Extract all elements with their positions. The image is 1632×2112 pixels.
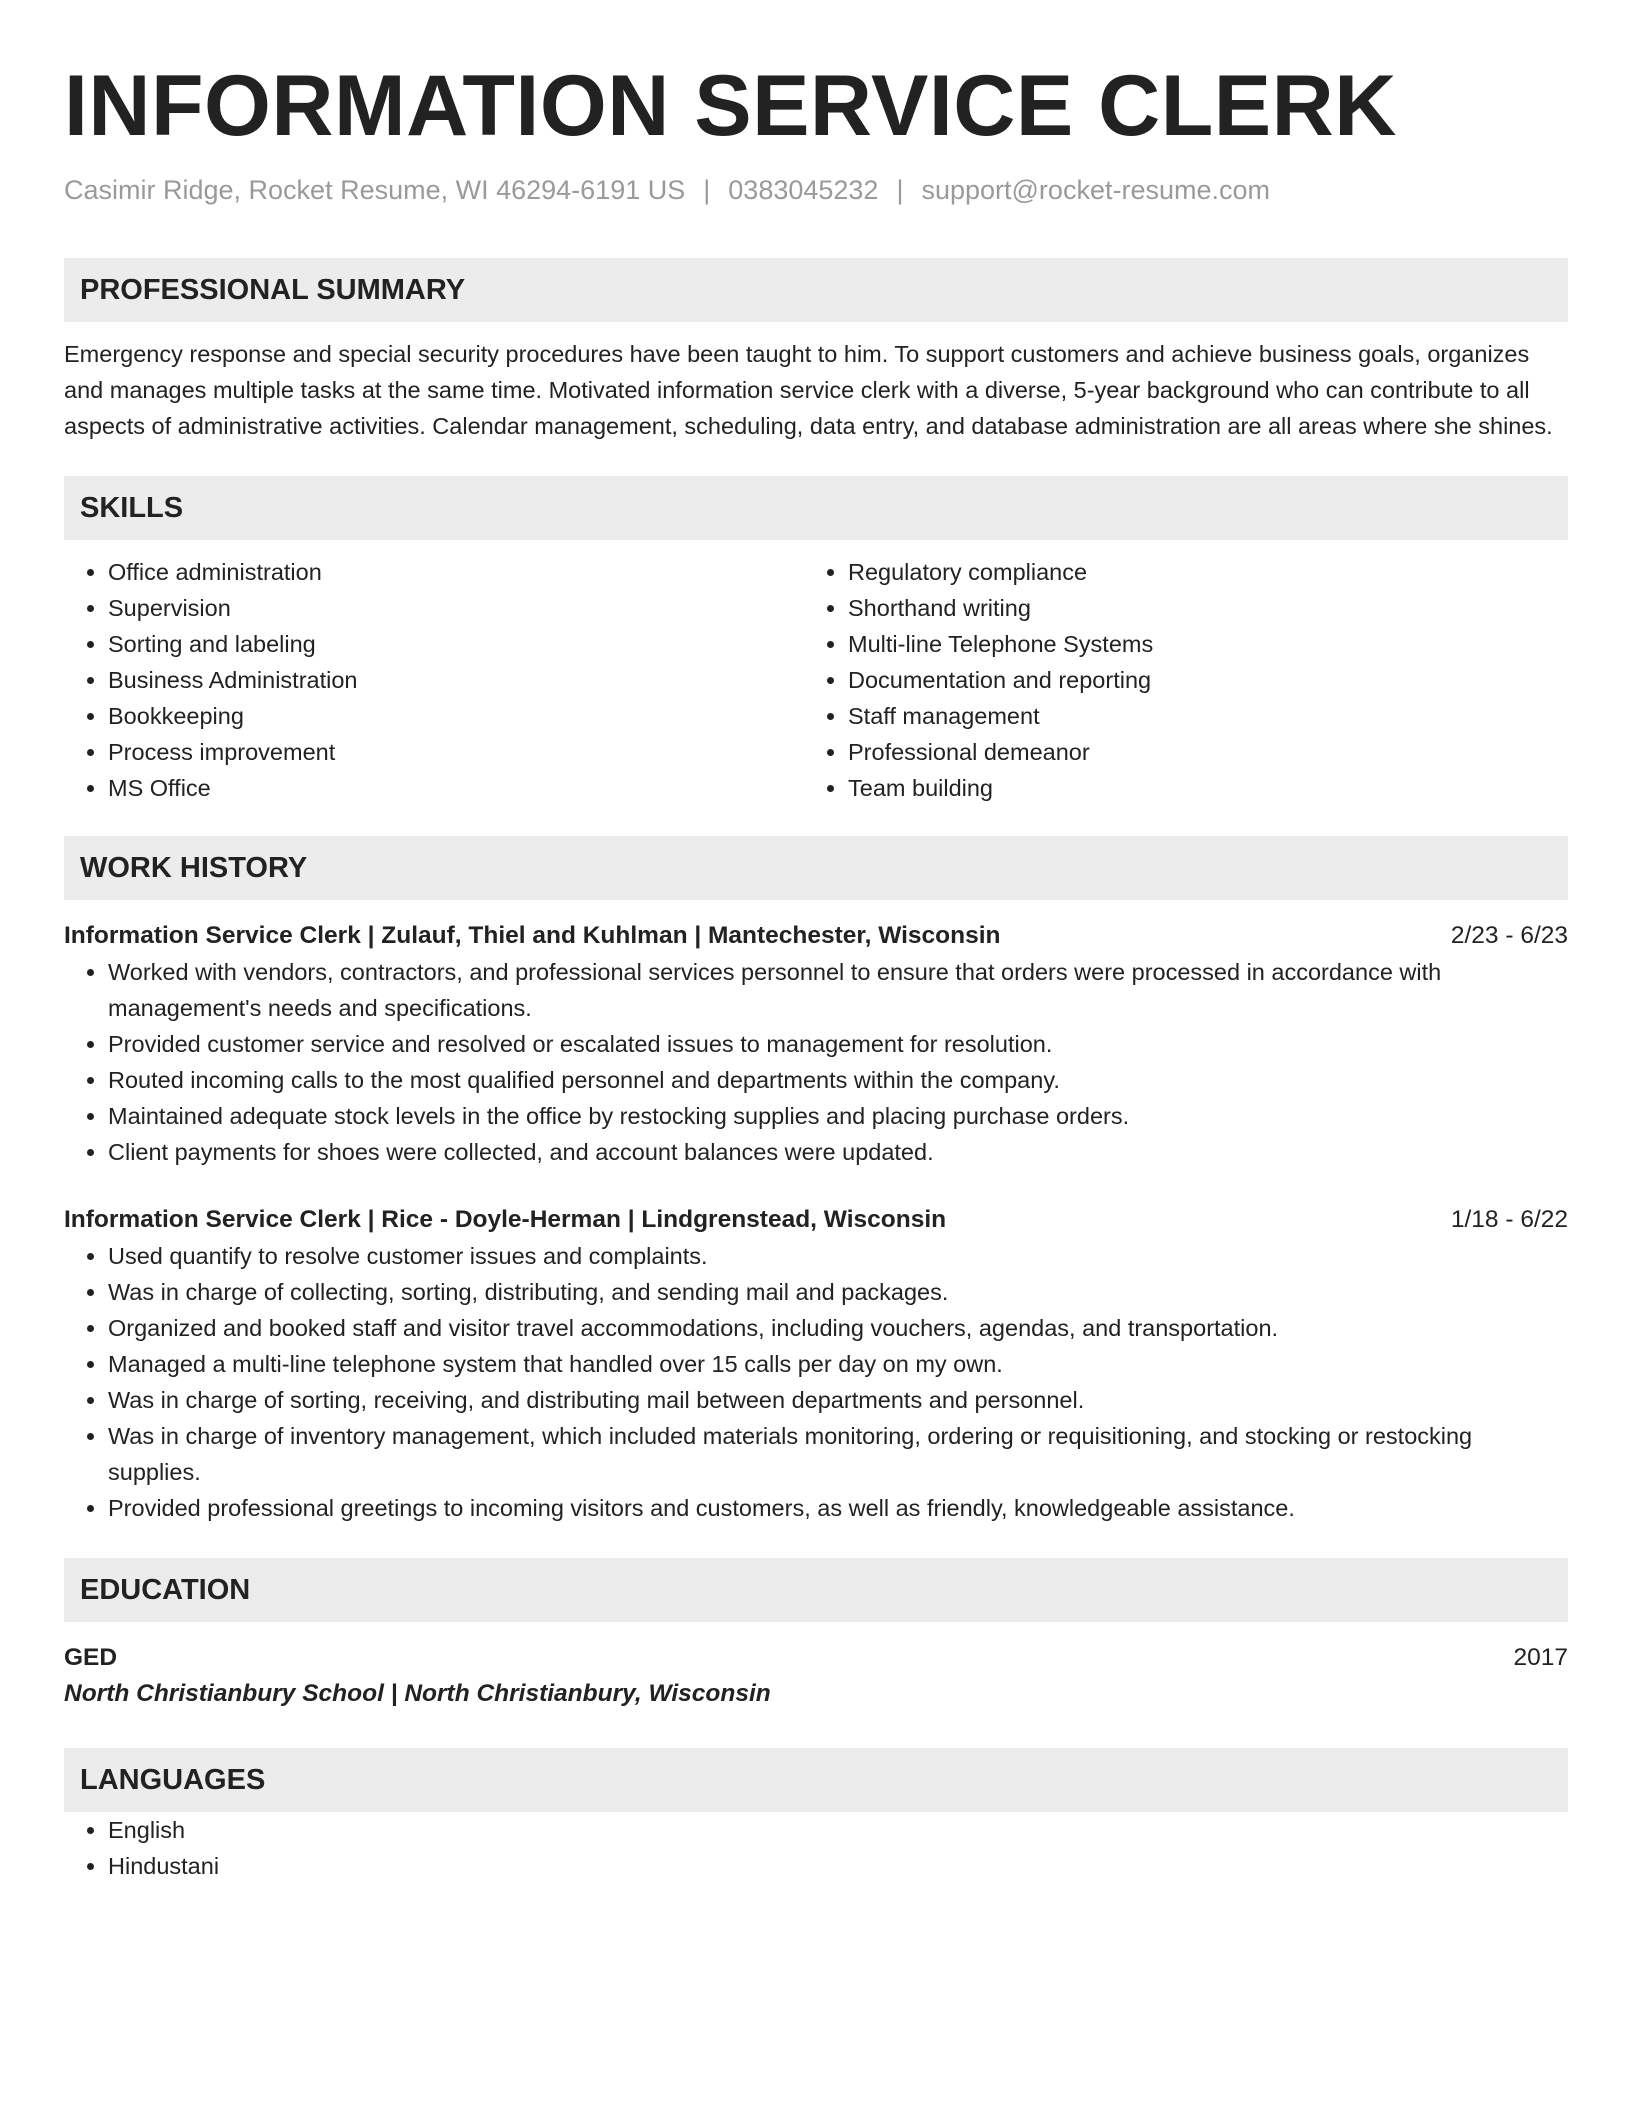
skill-item: • Office administration xyxy=(108,554,804,590)
job-title: Information Service Clerk | Zulauf, Thiel and Kuhlman | Mantechester, Wisconsin xyxy=(64,922,1001,949)
job-bullet: • Used quantify to resolve customer issues and complaints. xyxy=(108,1238,1568,1274)
contact-separator: | xyxy=(896,175,904,205)
languages-list xyxy=(64,1812,1568,1884)
education-school: North Christianbury School | North Christianbury, Wisconsin xyxy=(64,1680,771,1707)
skill-item: • Multi-line Telephone Systems xyxy=(848,626,1544,662)
skill-item: • Sorting and labeling xyxy=(108,626,804,662)
job-entry xyxy=(64,1202,1568,1526)
job-dates: 2/23 - 6/23 xyxy=(1450,922,1568,949)
skills-column-left xyxy=(64,554,804,806)
skill-item: • Process improvement xyxy=(108,734,804,770)
job-entry xyxy=(64,918,1568,1170)
job-bullet: • Was in charge of inventory management, which included materials monitoring, ordering or requisitioning, and stocking or restocking supplies. xyxy=(108,1418,1568,1490)
contact-email: support@rocket-resume.com xyxy=(921,175,1270,205)
contact-line xyxy=(64,172,1568,208)
education-degree: GED xyxy=(64,1644,118,1671)
resume-title: INFORMATION SERVICE CLERK xyxy=(64,58,1397,154)
summary-text: Emergency response and special security procedures have been taught to him. To support customers and achieve business goals, organizes and manages multiple tasks at the same time. Motivated information service clerk with a diverse, 5-year background who can contribute to all aspects of administrative activities. Calendar management, scheduling, data entry, and database administration are all areas where she shines. xyxy=(64,341,1553,439)
education-year: 2017 xyxy=(1513,1644,1568,1671)
job-header xyxy=(64,1202,1568,1238)
contact-separator: | xyxy=(703,175,711,205)
job-bullet: • Routed incoming calls to the most qualified personnel and departments within the company. xyxy=(108,1062,1568,1098)
contact-address: Casimir Ridge, Rocket Resume, WI 46294-6191 US xyxy=(64,175,686,205)
job-bullets xyxy=(64,954,1568,1170)
skill-item: • Bookkeeping xyxy=(108,698,804,734)
skills-list-right xyxy=(804,554,1544,806)
skill-item: • Professional demeanor xyxy=(848,734,1544,770)
job-title: Information Service Clerk | Rice - Doyle-Herman | Lindgrenstead, Wisconsin xyxy=(64,1206,947,1233)
skill-item: • Supervision xyxy=(108,590,804,626)
job-bullet: • Provided professional greetings to incoming visitors and customers, as well as friendly, knowledgeable assistance. xyxy=(108,1490,1568,1526)
job-bullet: • Maintained adequate stock levels in the office by restocking supplies and placing purchase orders. xyxy=(108,1098,1568,1134)
language-item: • Hindustani xyxy=(108,1848,1568,1884)
skill-item: • Regulatory compliance xyxy=(848,554,1544,590)
job-header xyxy=(64,918,1568,954)
contact-phone: 0383045232 xyxy=(728,175,879,205)
skills-grid xyxy=(64,554,1568,806)
skills-heading: SKILLS xyxy=(64,476,1568,540)
skill-item: • Team building xyxy=(848,770,1544,806)
skills-column-right xyxy=(804,554,1544,806)
job-bullet: • Client payments for shoes were collected, and account balances were updated. xyxy=(108,1134,1568,1170)
work-history-heading: WORK HISTORY xyxy=(64,836,1568,900)
job-bullet: • Was in charge of sorting, receiving, and distributing mail between departments and personnel. xyxy=(108,1382,1568,1418)
skill-item: • Business Administration xyxy=(108,662,804,698)
job-bullet: • Managed a multi-line telephone system that handled over 15 calls per day on my own. xyxy=(108,1346,1568,1382)
job-bullet: • Provided customer service and resolved or escalated issues to management for resolution. xyxy=(108,1026,1568,1062)
job-bullet: • Was in charge of collecting, sorting, distributing, and sending mail and packages. xyxy=(108,1274,1568,1310)
job-bullet: • Worked with vendors, contractors, and professional services personnel to ensure that orders were processed in accordance with management's needs and specifications. xyxy=(108,954,1568,1026)
job-bullet: • Organized and booked staff and visitor travel accommodations, including vouchers, agendas, and transportation. xyxy=(108,1310,1568,1346)
education-heading: EDUCATION xyxy=(64,1558,1568,1622)
languages-heading: LANGUAGES xyxy=(64,1748,1568,1812)
skill-item: • MS Office xyxy=(108,770,804,806)
skill-item: • Staff management xyxy=(848,698,1544,734)
job-dates: 1/18 - 6/22 xyxy=(1450,1206,1568,1233)
job-bullets xyxy=(64,1238,1568,1526)
skills-list-left xyxy=(64,554,804,806)
skill-item: • Shorthand writing xyxy=(848,590,1544,626)
summary-heading: PROFESSIONAL SUMMARY xyxy=(64,258,1568,322)
education-header xyxy=(64,1640,1568,1676)
skill-item: • Documentation and reporting xyxy=(848,662,1544,698)
language-item: • English xyxy=(108,1812,1568,1848)
